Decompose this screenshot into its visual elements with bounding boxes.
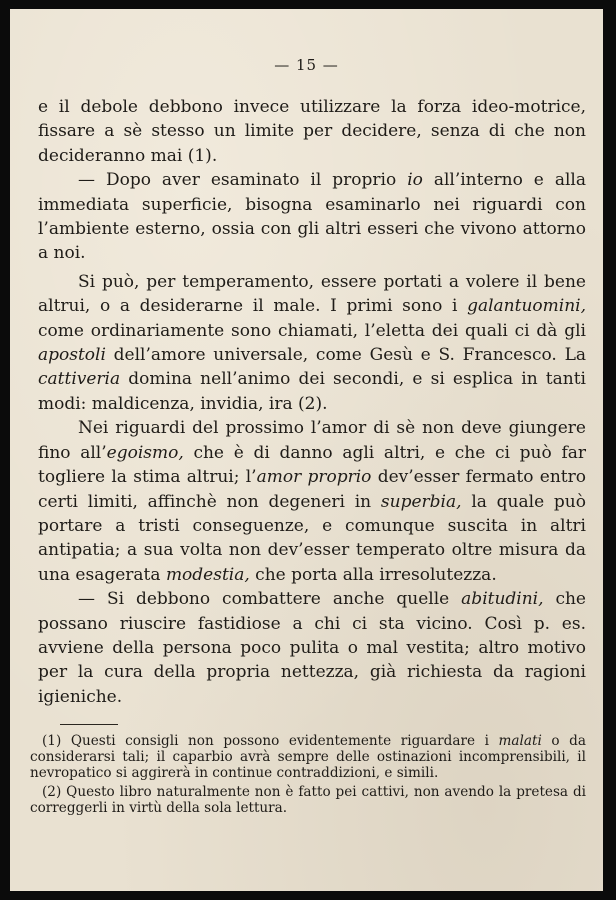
body-text — [38, 95, 586, 709]
paragraph — [38, 416, 586, 587]
italic-text: galantuomini, — [467, 296, 586, 317]
text-segment: Si può, per temperamento, essere portati a volere il bene altrui, o a desiderarne il male. I primi sono i — [38, 271, 586, 317]
text-segment: la quale può portare a tristi conseguenze, e comunque suscita in altri antipatia; a sua volta non dev’esser temperato oltre misura da una esagerata — [38, 491, 586, 585]
text-segment: all’interno e alla immediata superficie, bisogna esaminarlo nei riguardi con l’ambiente esterno, ossia con gli altri esseri che vivono attorno a noi. — [38, 170, 586, 264]
text-segment: che possano riuscire fastidiose a chi ci sta vicino. Così p. es. avviene della persona poco pulita o mal vestita; altro motivo per la cura della propria nettezza, già richiesta da ragioni igieniche. — [38, 589, 586, 707]
book-page — [10, 9, 603, 891]
footnotes — [30, 733, 586, 816]
italic-text: amor proprio — [256, 467, 372, 488]
text-segment: o da considerarsi tali; il caparbio avrà sempre delle ostinazioni incomprensibili, il nevropatico si aggirerà in continue contraddizioni, e simili. — [30, 733, 586, 782]
paragraph — [38, 270, 586, 416]
text-segment: dell’amore universale, come Gesù e S. Francesco. La — [105, 345, 586, 366]
footnote — [30, 784, 586, 816]
footnote — [30, 733, 586, 782]
text-segment: — Dopo aver esaminato il proprio — [78, 170, 408, 191]
page-number: — 15 — — [274, 56, 339, 74]
italic-text: abitudini, — [461, 589, 544, 610]
text-segment: e il debole debbono invece utilizzare la forza ideo-motrice, fissare a sè stesso un limite per decidere, senza di che non decideranno mai (1). — [38, 97, 586, 166]
text-segment: come ordinariamente sono chiamati, l’eletta dei quali ci dà gli — [38, 320, 586, 341]
text-segment: Nei riguardi del prossimo l’amor di sè non deve giungere fino all’ — [38, 418, 586, 463]
italic-text: malati — [498, 733, 542, 749]
italic-text: superbia, — [380, 491, 462, 512]
paragraph — [38, 95, 586, 168]
italic-text: egoismo, — [106, 442, 184, 463]
text-segment: — Si debbono combattere anche quelle — [78, 589, 462, 610]
text-segment: (2) Questo libro naturalmente non è fatto pei cattivi, non avendo la pretesa di correggerli in virtù della sola lettura. — [30, 783, 586, 816]
italic-text: modestia, — [165, 564, 250, 585]
text-segment: che porta alla irresolutezza. — [249, 564, 497, 585]
text-segment: (1) Questi consigli non possono evidentemente riguardare i — [42, 733, 499, 749]
text-segment: che è di danno agli altri, e che ci può far togliere la stima altrui; l’ — [38, 442, 586, 488]
paragraph — [38, 587, 586, 709]
italic-text: io — [407, 170, 423, 191]
paragraph — [38, 168, 586, 266]
text-segment: domina nell’animo dei secondi, e si esplica in tanti modi: maldicenza, invidia, ira (2). — [38, 369, 586, 414]
italic-text: cattiveria — [38, 369, 121, 390]
italic-text: apostoli — [38, 345, 106, 366]
footnote-separator — [60, 724, 118, 725]
text-segment: dev’esser fermato entro certi limiti, affinchè non degeneri in — [38, 467, 586, 512]
